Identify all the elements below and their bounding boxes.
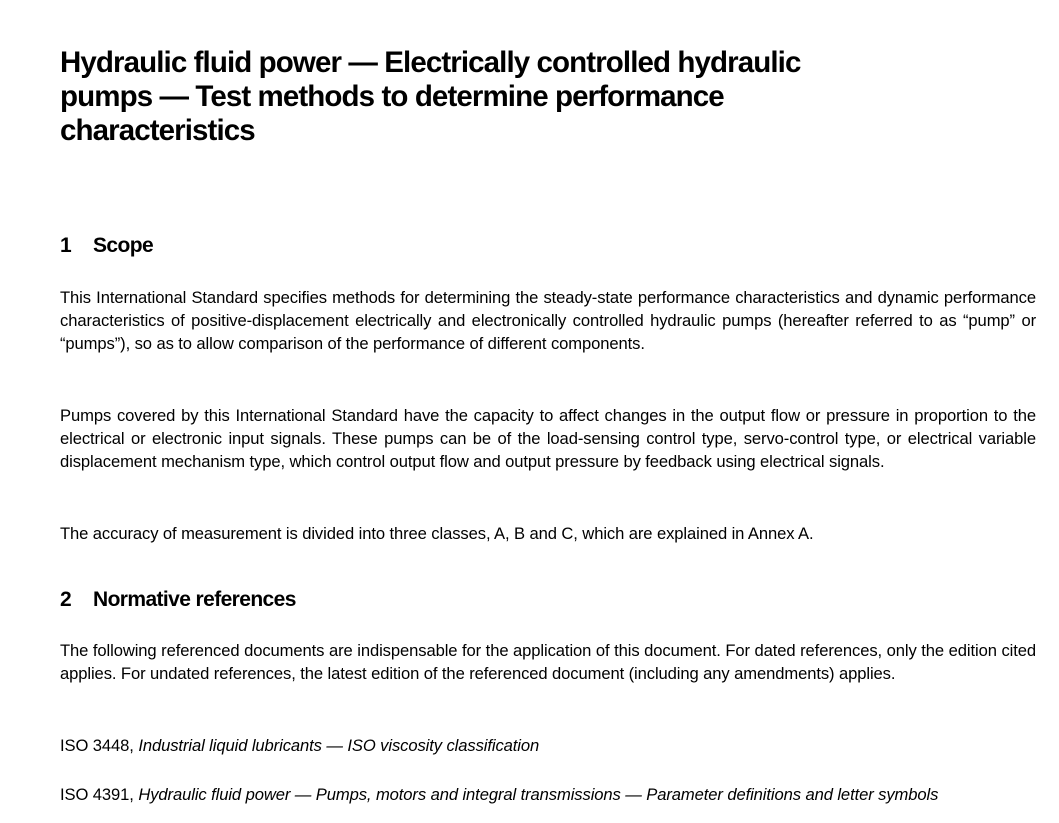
reference-code: ISO 3448, [60,736,134,755]
reference-title: Hydraulic fluid power — Pumps, motors and integral transmissions — Parameter definitions and letter symbols [138,785,939,804]
section-number: 2 [60,588,72,611]
section-title: Scope [93,234,154,257]
reference-code: ISO 4391, [60,785,134,804]
reference-iso-4391 [60,783,1036,806]
section-title: Normative references [93,588,296,611]
section-heading-scope [60,233,153,259]
section-heading-normative-references [60,587,296,613]
document-title: Hydraulic fluid power — Electrically controlled hydraulic pumps — Test methods to determine performance characteristics [60,46,801,147]
reference-iso-3448 [60,734,1036,757]
reference-title: Industrial liquid lubricants — ISO viscosity classification [138,736,540,755]
section-number: 1 [60,234,72,257]
scope-paragraph-3: The accuracy of measurement is divided into three classes, A, B and C, which are explained in Annex A. [60,524,814,543]
scope-paragraph-1: This International Standard specifies methods for determining the steady-state performance characteristics and dynamic performance characteristics of positive-displacement electrically and electronically controlled hydraulic pumps (hereafter referred to as “pump” or “pumps”), so as to allow comparison of the performance of different components. [60,288,1036,353]
scope-paragraph-2: Pumps covered by this International Standard have the capacity to affect changes in the output flow or pressure in proportion to the electrical or electronic input signals. These pumps can be of the load-sensing control type, servo-control type, or electrical variable displacement mechanism type, which control output flow and output pressure by feedback using electrical signals. [60,406,1036,471]
normative-references-paragraph: The following referenced documents are indispensable for the application of this document. For dated references, only the edition cited applies. For undated references, the latest edition of the referenced document (including any amendments) applies. [60,641,1036,683]
